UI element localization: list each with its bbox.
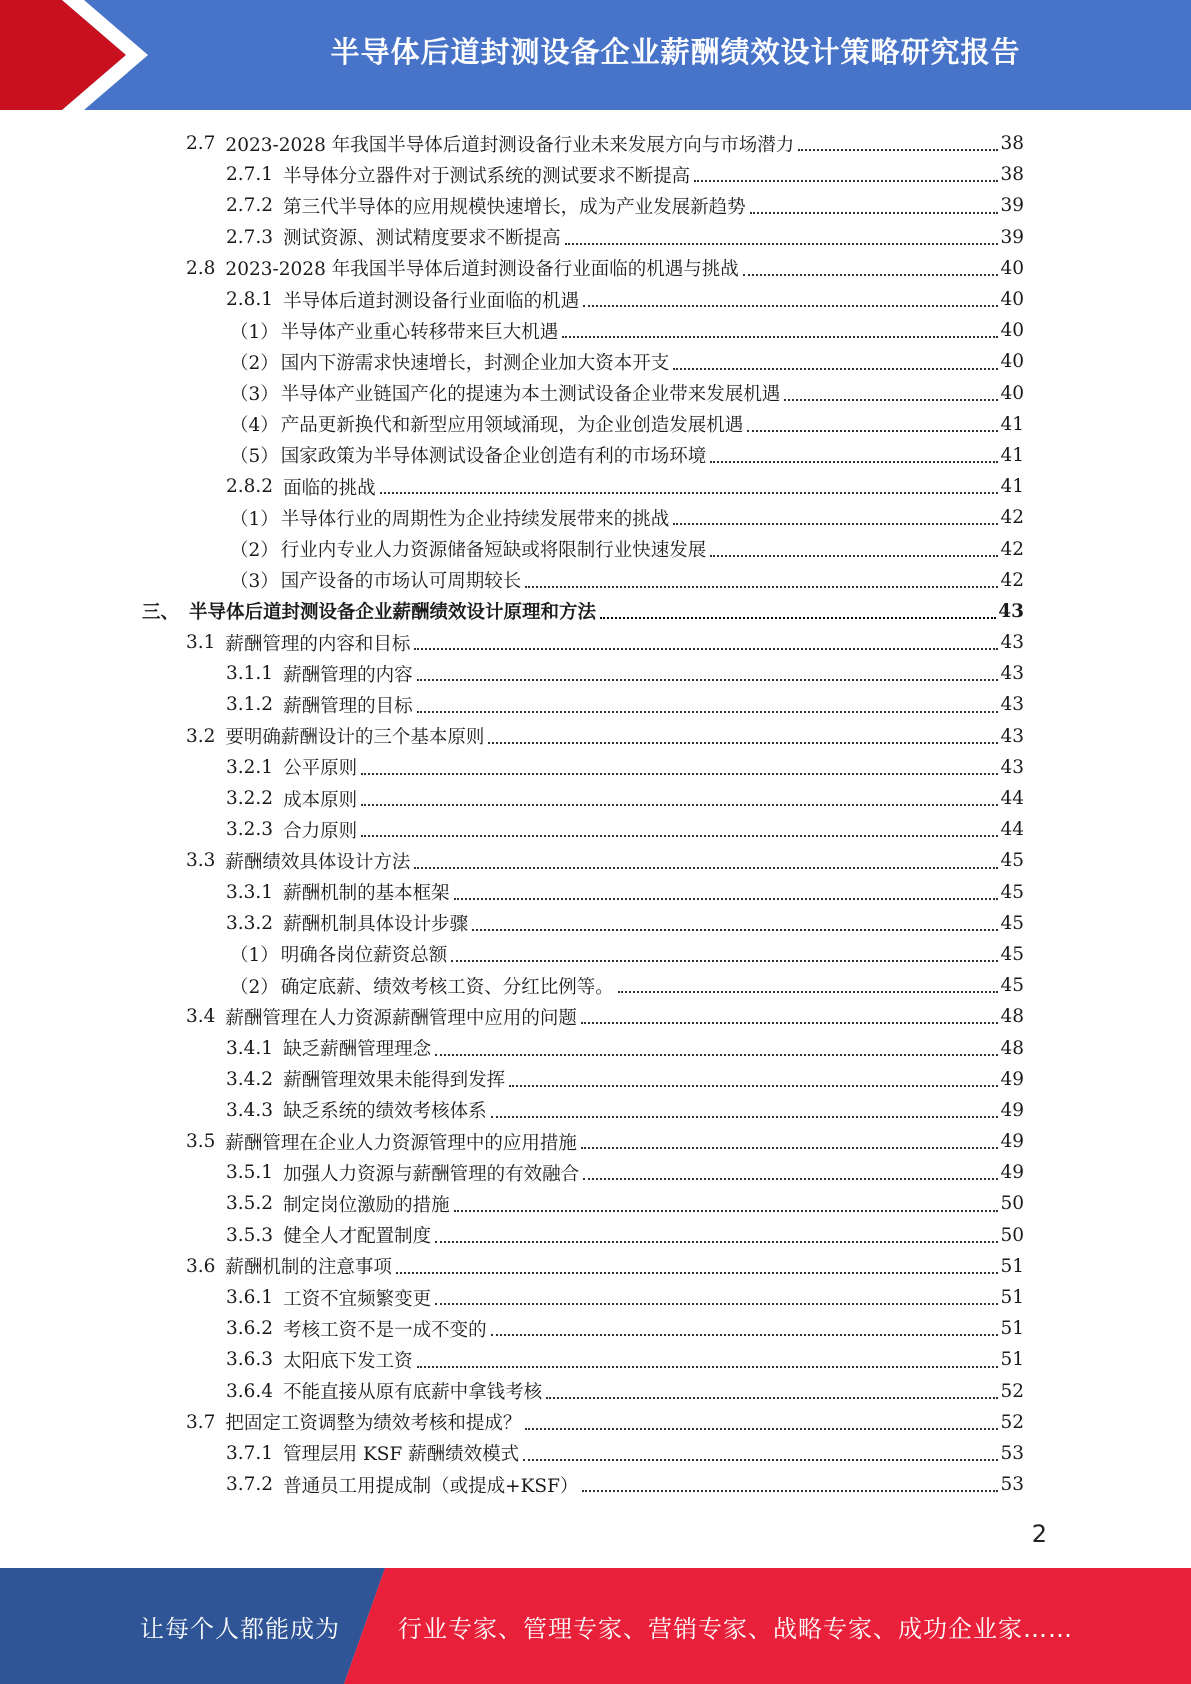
toc-entry-page: 38 — [1000, 133, 1024, 155]
toc-entry-title: 薪酬管理的内容 — [283, 664, 413, 686]
toc-entry-number: 3.4.1 — [226, 1037, 274, 1059]
toc-dot-leader — [784, 399, 998, 401]
toc-dot-leader — [743, 274, 999, 276]
toc-entry-title: 薪酬机制的基本框架 — [283, 883, 450, 905]
toc-entry-title: 半导体产业重心转移带来巨大机遇 — [280, 321, 559, 343]
toc-entry[interactable] — [142, 1251, 1024, 1282]
toc-entry[interactable] — [142, 409, 1024, 440]
toc-entry-title: 管理层用 KSF 薪酬绩效模式 — [283, 1444, 520, 1466]
toc-entry-number: 3.3.1 — [226, 881, 274, 903]
toc-entry-title: 第三代半导体的应用规模快速增长，成为产业发展新趋势 — [283, 196, 746, 218]
toc-entry-title: 产品更新换代和新型应用领域涌现，为企业创造发展机遇 — [280, 415, 744, 437]
toc-entry-title: 国家政策为半导体测试设备企业创造有利的市场环境 — [280, 446, 707, 468]
toc-entry[interactable] — [142, 190, 1024, 221]
toc-entry[interactable] — [142, 970, 1024, 1001]
toc-entry-page: 41 — [1000, 476, 1024, 498]
toc-dot-leader — [710, 461, 998, 463]
toc-entry-page: 40 — [1000, 382, 1024, 404]
toc-entry-number: （5） — [230, 446, 279, 468]
toc-entry-page: 52 — [1000, 1411, 1024, 1433]
toc-entry-title: 要明确薪酬设计的三个基本原则 — [225, 727, 485, 749]
toc-entry-page: 38 — [1000, 164, 1024, 186]
toc-entry-page: 48 — [1000, 1006, 1024, 1028]
toc-dot-leader — [454, 1210, 999, 1212]
toc-entry-page: 40 — [1000, 351, 1024, 373]
toc-entry-number: 2.7.2 — [226, 195, 274, 217]
toc-entry-number: 3.1 — [186, 632, 216, 654]
toc-entry-number: 3.7 — [186, 1411, 216, 1433]
toc-entry-number: 3.7.2 — [226, 1474, 274, 1496]
toc-entry[interactable] — [142, 284, 1024, 315]
toc-entry-page: 50 — [1000, 1224, 1024, 1246]
toc-entry[interactable] — [142, 689, 1024, 720]
toc-dot-leader — [361, 804, 998, 806]
toc-dot-leader — [581, 1022, 999, 1024]
toc-entry[interactable] — [142, 1095, 1024, 1126]
toc-entry-page: 53 — [1000, 1474, 1024, 1496]
toc-entry-page: 43 — [1000, 756, 1024, 778]
toc-dot-leader — [673, 523, 998, 525]
toc-entry[interactable] — [142, 346, 1024, 377]
toc-entry-title: 成本原则 — [283, 789, 358, 811]
toc-entry[interactable] — [142, 1220, 1024, 1251]
toc-dot-leader — [673, 368, 998, 370]
toc-entry-title: 太阳底下发工资 — [283, 1350, 413, 1372]
toc-entry-number: （1） — [230, 508, 279, 530]
toc-entry-title: 薪酬管理的目标 — [283, 695, 413, 717]
toc-entry[interactable] — [142, 752, 1024, 783]
toc-entry-page: 44 — [1000, 788, 1024, 810]
toc-entry-number: 3.6.1 — [226, 1287, 274, 1309]
toc-entry-title: 薪酬管理在人力资源薪酬管理中应用的问题 — [225, 1007, 577, 1029]
toc-entry-number: 2.7.1 — [226, 164, 274, 186]
toc-entry-page: 40 — [1000, 257, 1024, 279]
toc-entry-title: 普通员工用提成制（或提成+KSF） — [283, 1475, 579, 1497]
toc-entry[interactable] — [142, 565, 1024, 596]
toc-entry-title: 薪酬绩效具体设计方法 — [225, 851, 411, 873]
toc-entry-number: 3.6.3 — [226, 1349, 274, 1371]
toc-dot-leader — [583, 1178, 998, 1180]
toc-entry-title: 半导体产业链国产化的提速为本土测试设备企业带来发展机遇 — [280, 384, 781, 406]
toc-entry-number: 3.1.1 — [226, 663, 274, 685]
toc-entry-title: 工资不宜频繁变更 — [283, 1288, 432, 1310]
toc-entry-title: 制定岗位激励的措施 — [283, 1194, 450, 1216]
toc-entry-number: 3.4 — [186, 1006, 216, 1028]
toc-dot-leader — [582, 1490, 998, 1492]
toc-entry-page: 48 — [1000, 1037, 1024, 1059]
toc-entry-title: 2023-2028 年我国半导体后道封测设备行业未来发展方向与市场潜力 — [225, 134, 795, 156]
toc-entry-title: 把固定工资调整为绩效考核和提成？ — [225, 1413, 522, 1435]
toc-entry-page: 44 — [1000, 819, 1024, 841]
toc-dot-leader — [491, 1334, 999, 1336]
toc-entry-number: 3.5.3 — [226, 1224, 274, 1246]
toc-entry-title: 2023-2028 年我国半导体后道封测设备行业面临的机遇与挑战 — [225, 259, 739, 281]
toc-entry[interactable] — [142, 721, 1024, 752]
toc-entry-title: 半导体分立器件对于测试系统的测试要求不断提高 — [283, 165, 691, 187]
toc-entry-page: 42 — [1000, 507, 1024, 529]
report-title: 半导体后道封测设备企业薪酬绩效设计策略研究报告 — [330, 34, 1021, 69]
toc-entry[interactable] — [142, 1126, 1024, 1157]
toc-entry-title: 薪酬机制具体设计步骤 — [283, 914, 469, 936]
footer-slogan-right: 行业专家、管理专家、营销专家、战略专家、成功企业家…… — [398, 1614, 1073, 1643]
toc-entry-number: 3.4.3 — [226, 1099, 274, 1121]
toc-entry-number: 2.8.1 — [226, 289, 274, 311]
toc-entry[interactable] — [142, 596, 1024, 627]
toc-dot-leader — [454, 898, 999, 900]
toc-entry-title: 薪酬管理在企业人力资源管理中的应用措施 — [225, 1132, 577, 1154]
toc-dot-leader — [361, 773, 998, 775]
toc-entry-title: 测试资源、测试精度要求不断提高 — [283, 228, 561, 250]
table-of-contents — [142, 128, 1024, 1500]
toc-entry-number: 2.8.2 — [226, 476, 274, 498]
toc-entry-title: 考核工资不是一成不变的 — [283, 1319, 487, 1341]
toc-entry-page: 51 — [1000, 1255, 1024, 1277]
toc-entry-page: 45 — [1000, 943, 1024, 965]
toc-entry-title: 半导体行业的周期性为企业持续发展带来的挑战 — [280, 508, 670, 530]
toc-entry-number: （3） — [230, 571, 279, 593]
toc-entry[interactable] — [142, 440, 1024, 471]
page-footer — [0, 1568, 1191, 1684]
toc-entry-number: 3.5.1 — [226, 1162, 274, 1184]
toc-entry-page: 52 — [1000, 1380, 1024, 1402]
toc-entry[interactable] — [142, 1032, 1024, 1063]
toc-entry-page: 51 — [1000, 1287, 1024, 1309]
toc-entry[interactable] — [142, 1157, 1024, 1188]
toc-dot-leader — [472, 929, 998, 931]
toc-dot-leader — [417, 711, 999, 713]
toc-entry[interactable] — [142, 1344, 1024, 1375]
toc-entry[interactable] — [142, 533, 1024, 564]
toc-entry[interactable] — [142, 783, 1024, 814]
toc-entry-title: 半导体后道封测设备企业薪酬绩效设计原理和方法 — [189, 602, 597, 624]
toc-entry-number: （2） — [230, 540, 279, 562]
toc-dot-leader — [525, 586, 998, 588]
toc-entry-title: 合力原则 — [283, 820, 358, 842]
toc-entry-title: 不能直接从原有底薪中拿钱考核 — [283, 1382, 543, 1404]
toc-entry-number: （1） — [230, 321, 279, 343]
toc-entry-title: 缺乏薪酬管理理念 — [283, 1039, 432, 1061]
toc-dot-leader — [581, 1147, 999, 1149]
toc-entry-number: 3.3.2 — [226, 912, 274, 934]
toc-entry-number: 3.2.2 — [226, 788, 274, 810]
toc-dot-leader — [417, 1366, 999, 1368]
toc-dot-leader — [414, 648, 998, 650]
toc-entry-title: 缺乏系统的绩效考核体系 — [283, 1101, 487, 1123]
toc-entry-number: 3.6.4 — [226, 1380, 274, 1402]
toc-dot-leader — [618, 991, 999, 993]
toc-entry-page: 42 — [1000, 569, 1024, 591]
toc-dot-leader — [523, 1459, 998, 1461]
toc-entry-page: 50 — [1000, 1193, 1024, 1215]
toc-entry[interactable] — [142, 1282, 1024, 1313]
toc-entry-number: 3.3 — [186, 850, 216, 872]
toc-entry-title: 明确各岗位薪资总额 — [280, 945, 448, 967]
toc-entry-title: 薪酬管理效果未能得到发挥 — [283, 1070, 506, 1092]
toc-entry-number: （4） — [230, 415, 279, 437]
toc-entry[interactable] — [142, 1469, 1024, 1500]
toc-dot-leader — [380, 492, 999, 494]
toc-entry[interactable] — [142, 1376, 1024, 1407]
toc-entry-page: 43 — [1000, 694, 1024, 716]
toc-entry-title: 面临的挑战 — [283, 477, 376, 499]
toc-entry-title: 薪酬管理的内容和目标 — [225, 633, 411, 655]
toc-entry-number: 3.6 — [186, 1255, 216, 1277]
toc-dot-leader — [525, 1428, 998, 1430]
toc-dot-leader — [396, 1272, 999, 1274]
toc-dot-leader — [710, 555, 998, 557]
toc-dot-leader — [435, 1303, 998, 1305]
page-number: 2 — [1031, 1520, 1047, 1548]
toc-entry[interactable] — [142, 877, 1024, 908]
toc-entry-page: 49 — [1000, 1068, 1024, 1090]
toc-dot-leader — [798, 149, 998, 151]
toc-entry-number: 3.2 — [186, 725, 216, 747]
toc-entry-page: 43 — [1000, 725, 1024, 747]
toc-entry-title: 加强人力资源与薪酬管理的有效融合 — [283, 1163, 580, 1185]
toc-dot-leader — [600, 617, 996, 619]
toc-entry-number: 2.7 — [186, 133, 216, 155]
toc-entry[interactable] — [142, 627, 1024, 658]
toc-entry-number: 3.7.1 — [226, 1442, 274, 1464]
toc-entry-page: 43 — [1000, 663, 1024, 685]
toc-entry[interactable] — [142, 315, 1024, 346]
toc-entry-page: 45 — [1000, 912, 1024, 934]
toc-entry-page: 43 — [1000, 632, 1024, 654]
toc-entry[interactable] — [142, 253, 1024, 284]
toc-entry-number: 2.7.3 — [226, 226, 274, 248]
toc-entry[interactable] — [142, 1188, 1024, 1219]
toc-entry[interactable] — [142, 159, 1024, 190]
toc-dot-leader — [414, 867, 998, 869]
toc-entry-number: 三、 — [142, 602, 180, 624]
toc-entry[interactable] — [142, 1407, 1024, 1438]
toc-dot-leader — [417, 679, 999, 681]
toc-dot-leader — [491, 1116, 999, 1118]
toc-dot-leader — [509, 1085, 998, 1087]
header-chevron-decoration — [0, 0, 150, 110]
toc-entry-title: 确定底薪、绩效考核工资、分红比例等。 — [280, 976, 614, 998]
toc-entry[interactable] — [142, 1001, 1024, 1032]
toc-entry-page: 43 — [998, 600, 1024, 622]
toc-entry[interactable] — [142, 378, 1024, 409]
toc-entry[interactable] — [142, 908, 1024, 939]
toc-entry[interactable] — [142, 502, 1024, 533]
toc-entry[interactable] — [142, 658, 1024, 689]
toc-entry-number: 3.5 — [186, 1131, 216, 1153]
toc-entry-page: 39 — [1000, 195, 1024, 217]
toc-entry-title: 国内下游需求快速增长，封测企业加大资本开支 — [280, 352, 670, 374]
toc-entry-number: （2） — [230, 976, 279, 998]
toc-dot-leader — [435, 1241, 998, 1243]
toc-entry-title: 公平原则 — [283, 758, 358, 780]
toc-entry-page: 51 — [1000, 1318, 1024, 1340]
toc-dot-leader — [451, 960, 998, 962]
toc-entry[interactable] — [142, 939, 1024, 970]
toc-entry-page: 53 — [1000, 1442, 1024, 1464]
toc-entry-number: 3.6.2 — [226, 1318, 274, 1340]
toc-dot-leader — [546, 1397, 998, 1399]
toc-dot-leader — [435, 1054, 998, 1056]
toc-entry-title: 薪酬机制的注意事项 — [225, 1257, 392, 1279]
toc-entry[interactable] — [142, 128, 1024, 159]
toc-dot-leader — [750, 212, 999, 214]
toc-dot-leader — [747, 430, 998, 432]
toc-entry[interactable] — [142, 222, 1024, 253]
toc-entry-title: 国产设备的市场认可周期较长 — [280, 571, 522, 593]
page-header — [0, 0, 1191, 110]
toc-entry-number: 2.8 — [186, 257, 216, 279]
toc-entry-page: 42 — [1000, 538, 1024, 560]
toc-entry-title: 健全人才配置制度 — [283, 1226, 432, 1248]
footer-slogan-left: 让每个人都能成为 — [140, 1614, 340, 1643]
toc-entry-number: 3.1.2 — [226, 694, 274, 716]
toc-entry-page: 45 — [1000, 881, 1024, 903]
toc-entry-title: 半导体后道封测设备行业面临的机遇 — [283, 290, 580, 312]
toc-dot-leader — [488, 742, 998, 744]
toc-entry-page: 40 — [1000, 289, 1024, 311]
toc-entry[interactable] — [142, 845, 1024, 876]
toc-entry[interactable] — [142, 1313, 1024, 1344]
toc-entry-page: 51 — [1000, 1349, 1024, 1371]
toc-entry-number: 3.5.2 — [226, 1193, 274, 1215]
toc-entry-page: 40 — [1000, 320, 1024, 342]
toc-dot-leader — [583, 305, 998, 307]
toc-entry-page: 45 — [1000, 850, 1024, 872]
toc-dot-leader — [562, 336, 998, 338]
toc-entry-page: 49 — [1000, 1099, 1024, 1121]
toc-dot-leader — [361, 835, 998, 837]
toc-entry-page: 41 — [1000, 444, 1024, 466]
toc-entry[interactable] — [142, 814, 1024, 845]
toc-entry-page: 39 — [1000, 226, 1024, 248]
toc-entry-title: 行业内专业人力资源储备短缺或将限制行业快速发展 — [280, 540, 707, 562]
toc-entry-page: 45 — [1000, 975, 1024, 997]
toc-entry-number: 3.2.1 — [226, 756, 274, 778]
toc-entry-page: 49 — [1000, 1162, 1024, 1184]
toc-entry[interactable] — [142, 1438, 1024, 1469]
toc-entry-number: （1） — [230, 945, 279, 967]
toc-entry[interactable] — [142, 471, 1024, 502]
toc-entry-number: 3.4.2 — [226, 1068, 274, 1090]
toc-entry-page: 49 — [1000, 1131, 1024, 1153]
toc-entry-number: 3.2.3 — [226, 819, 274, 841]
toc-entry-page: 41 — [1000, 413, 1024, 435]
toc-dot-leader — [565, 243, 999, 245]
toc-entry-number: （3） — [230, 384, 279, 406]
toc-entry-number: （2） — [230, 352, 279, 374]
toc-entry[interactable] — [142, 1064, 1024, 1095]
toc-dot-leader — [694, 180, 998, 182]
